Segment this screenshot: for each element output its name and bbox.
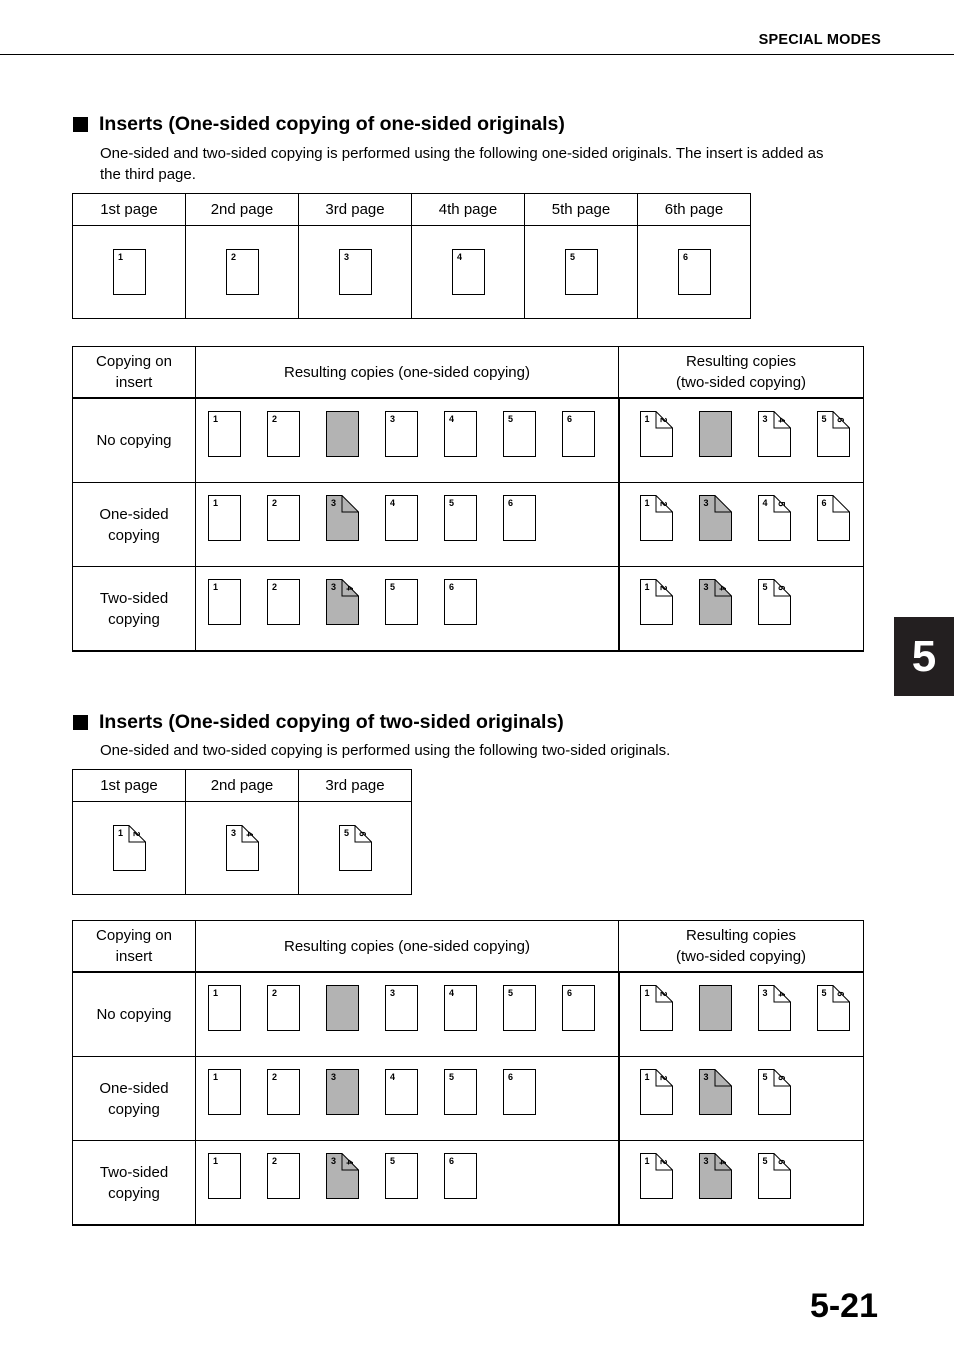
page-front-number: 1 bbox=[213, 988, 219, 998]
page-front-number: 5 bbox=[762, 582, 768, 592]
page-front-number: 1 bbox=[118, 252, 124, 262]
page-front-number: 3 bbox=[390, 988, 396, 998]
copy-page-icon bbox=[113, 249, 146, 295]
insert-page-icon bbox=[699, 411, 732, 457]
page-front-number: 3 bbox=[703, 582, 709, 592]
copy-page-icon bbox=[208, 579, 241, 625]
page-back-number: 6 bbox=[835, 417, 846, 423]
insert-page-icon bbox=[699, 985, 732, 1031]
copy-page-icon bbox=[385, 579, 418, 625]
header-line: insert bbox=[115, 948, 153, 965]
one-sided-results-header: Resulting copies (one-sided copying) bbox=[196, 347, 619, 399]
page-front-number: 2 bbox=[272, 582, 278, 592]
section1-originals-table bbox=[72, 193, 751, 319]
page-front-number: 3 bbox=[703, 1156, 709, 1166]
copy-page-icon bbox=[444, 985, 477, 1031]
row-label-line: copying bbox=[108, 1184, 160, 1202]
copy-page-icon bbox=[503, 985, 536, 1031]
copy-page-icon bbox=[208, 495, 241, 541]
page-front-number: 3 bbox=[390, 414, 396, 424]
page-front-number: 4 bbox=[390, 1072, 396, 1082]
copy-page-icon bbox=[444, 495, 477, 541]
page-front-number: 5 bbox=[449, 498, 455, 508]
page-front-number: 6 bbox=[567, 988, 573, 998]
copy-page-icon bbox=[208, 411, 241, 457]
page-front-number: 5 bbox=[390, 582, 396, 592]
copy-page-icon bbox=[208, 1069, 241, 1115]
copy-page-icon bbox=[267, 1069, 300, 1115]
copy-page-icon bbox=[758, 985, 791, 1031]
page-front-number: 5 bbox=[570, 252, 576, 262]
page-front-number: 1 bbox=[644, 582, 650, 592]
page-front-number: 6 bbox=[508, 498, 514, 508]
row-label-line: copying bbox=[108, 610, 160, 628]
header-line: insert bbox=[115, 374, 153, 391]
page-front-number: 3 bbox=[331, 1072, 337, 1082]
copy-page-icon bbox=[503, 495, 536, 541]
row-label-line: No copying bbox=[96, 432, 172, 449]
section1-desc-line2: the third page. bbox=[100, 166, 196, 183]
section2-desc-line1: One-sided and two-sided copying is performed using the following two-sided originals. bbox=[100, 742, 671, 759]
one-sided-copies-cell bbox=[196, 1057, 619, 1141]
copy-page-icon bbox=[817, 495, 850, 541]
page-back-number: 2 bbox=[658, 417, 669, 423]
page-front-number: 3 bbox=[762, 988, 768, 998]
page-front-number: 3 bbox=[762, 414, 768, 424]
page-front-number: 5 bbox=[508, 414, 514, 424]
original-page-cell bbox=[73, 802, 186, 895]
original-page-cell bbox=[186, 802, 299, 895]
results-row bbox=[73, 1141, 864, 1226]
page-front-number: 1 bbox=[213, 498, 219, 508]
page-front-number: 4 bbox=[762, 498, 768, 508]
copy-page-icon bbox=[339, 249, 372, 295]
copy-page-icon bbox=[226, 249, 259, 295]
section2-title bbox=[73, 711, 564, 734]
row-label bbox=[73, 567, 196, 652]
copy-page-icon bbox=[758, 1069, 791, 1115]
square-bullet-icon bbox=[73, 715, 88, 730]
page-back-number: 4 bbox=[717, 585, 728, 591]
results-row bbox=[73, 567, 864, 652]
page-back-number: 4 bbox=[776, 417, 787, 423]
copy-page-icon bbox=[758, 1153, 791, 1199]
copy-page-icon bbox=[339, 825, 372, 871]
page-front-number: 4 bbox=[390, 498, 396, 508]
page-front-number: 4 bbox=[449, 414, 455, 424]
copy-page-icon bbox=[385, 1153, 418, 1199]
copy-page-icon bbox=[444, 1069, 477, 1115]
section1-title bbox=[73, 113, 565, 136]
page-front-number: 5 bbox=[344, 828, 350, 838]
section2-results-table bbox=[72, 920, 864, 1226]
originals-column-header: 3rd page bbox=[299, 194, 412, 226]
page-front-number: 4 bbox=[457, 252, 463, 262]
one-sided-copies-cell bbox=[196, 483, 619, 567]
page-front-number: 2 bbox=[272, 1072, 278, 1082]
copy-page-icon bbox=[385, 1069, 418, 1115]
copy-page-icon bbox=[113, 825, 146, 871]
insert-page-icon bbox=[326, 495, 359, 541]
page-front-number: 3 bbox=[703, 1072, 709, 1082]
two-sided-copies-cell bbox=[619, 567, 864, 652]
page-front-number: 3 bbox=[231, 828, 237, 838]
page-front-number: 1 bbox=[644, 414, 650, 424]
copy-page-icon bbox=[817, 985, 850, 1031]
insert-page-icon bbox=[699, 579, 732, 625]
page-front-number: 1 bbox=[644, 988, 650, 998]
page-number: 5-21 bbox=[809, 1287, 878, 1325]
two-sided-results-header bbox=[619, 921, 864, 973]
copy-page-icon bbox=[758, 495, 791, 541]
copy-page-icon bbox=[565, 249, 598, 295]
page-back-number: 2 bbox=[131, 831, 142, 837]
page-back-number: 4 bbox=[344, 1159, 355, 1165]
copy-page-icon bbox=[267, 579, 300, 625]
page-front-number: 2 bbox=[272, 988, 278, 998]
page-front-number: 6 bbox=[449, 1156, 455, 1166]
insert-page-icon bbox=[326, 411, 359, 457]
insert-page-icon bbox=[699, 495, 732, 541]
results-row bbox=[73, 1057, 864, 1141]
page-front-number: 2 bbox=[231, 252, 237, 262]
page-header bbox=[0, 0, 954, 55]
row-label-line: copying bbox=[108, 526, 160, 544]
copy-page-icon bbox=[640, 985, 673, 1031]
original-page-cell bbox=[638, 226, 751, 319]
original-page-cell bbox=[186, 226, 299, 319]
results-row bbox=[73, 483, 864, 567]
two-sided-copies-cell bbox=[619, 483, 864, 567]
copy-page-icon bbox=[640, 495, 673, 541]
row-label-line: Two-sided bbox=[99, 589, 169, 607]
originals-column-header: 4th page bbox=[412, 194, 525, 226]
copy-page-icon bbox=[444, 1153, 477, 1199]
header-line: Copying on bbox=[96, 353, 172, 370]
page-back-number: 2 bbox=[658, 1159, 669, 1165]
page-front-number: 1 bbox=[213, 1156, 219, 1166]
copying-on-insert-header bbox=[73, 347, 196, 399]
original-page-cell bbox=[412, 226, 525, 319]
copy-page-icon bbox=[267, 495, 300, 541]
copy-page-icon bbox=[385, 495, 418, 541]
page-back-number: 2 bbox=[658, 991, 669, 997]
copy-page-icon bbox=[444, 579, 477, 625]
row-label bbox=[73, 972, 196, 1057]
copy-page-icon bbox=[503, 411, 536, 457]
page-back-number: 6 bbox=[776, 585, 787, 591]
original-page-cell bbox=[73, 226, 186, 319]
originals-column-header: 2nd page bbox=[186, 770, 299, 802]
originals-column-header: 6th page bbox=[638, 194, 751, 226]
header-title: SPECIAL MODES bbox=[758, 32, 881, 48]
page-back-number: 6 bbox=[776, 1075, 787, 1081]
page-back-number: 2 bbox=[658, 1075, 669, 1081]
copy-page-icon bbox=[226, 825, 259, 871]
originals-column-header: 3rd page bbox=[299, 770, 412, 802]
row-label bbox=[73, 483, 196, 567]
row-label-line: One-sided bbox=[99, 505, 169, 523]
page-back-number: 2 bbox=[658, 501, 669, 507]
page-front-number: 5 bbox=[449, 1072, 455, 1082]
page-back-number: 6 bbox=[835, 991, 846, 997]
page-front-number: 6 bbox=[567, 414, 573, 424]
copy-page-icon bbox=[640, 1153, 673, 1199]
section1-desc-line1: One-sided and two-sided copying is performed using the following one-sided originals. The insert is added as bbox=[100, 145, 824, 162]
page-front-number: 2 bbox=[272, 498, 278, 508]
page-front-number: 1 bbox=[644, 498, 650, 508]
section2-description bbox=[100, 740, 890, 761]
page-front-number: 2 bbox=[272, 414, 278, 424]
copy-page-icon bbox=[267, 411, 300, 457]
page-back-number: 5 bbox=[776, 501, 787, 507]
copy-page-icon bbox=[640, 1069, 673, 1115]
page-front-number: 1 bbox=[213, 582, 219, 592]
one-sided-copies-cell bbox=[196, 972, 619, 1057]
copy-page-icon bbox=[817, 411, 850, 457]
originals-column-header: 5th page bbox=[525, 194, 638, 226]
copy-page-icon bbox=[267, 985, 300, 1031]
two-sided-results-header bbox=[619, 347, 864, 399]
copy-page-icon bbox=[562, 411, 595, 457]
header-line: (two-sided copying) bbox=[675, 948, 807, 965]
copy-page-icon bbox=[640, 411, 673, 457]
insert-page-icon bbox=[326, 579, 359, 625]
page-back-number: 6 bbox=[776, 1159, 787, 1165]
results-row bbox=[73, 398, 864, 483]
original-page-cell bbox=[299, 226, 412, 319]
page-front-number: 2 bbox=[272, 1156, 278, 1166]
one-sided-results-header: Resulting copies (one-sided copying) bbox=[196, 921, 619, 973]
page-front-number: 6 bbox=[449, 582, 455, 592]
row-label-line: No copying bbox=[96, 1006, 172, 1023]
page-back-number: 4 bbox=[776, 991, 787, 997]
chapter-tab: 5 bbox=[894, 617, 954, 696]
row-label bbox=[73, 1057, 196, 1141]
section1-results-table bbox=[72, 346, 864, 652]
page-front-number: 1 bbox=[213, 1072, 219, 1082]
results-row bbox=[73, 972, 864, 1057]
copy-page-icon bbox=[452, 249, 485, 295]
page-back-number: 6 bbox=[357, 831, 368, 837]
originals-column-header: 2nd page bbox=[186, 194, 299, 226]
two-sided-copies-cell bbox=[619, 972, 864, 1057]
insert-page-icon bbox=[699, 1153, 732, 1199]
page-front-number: 1 bbox=[118, 828, 124, 838]
one-sided-copies-cell bbox=[196, 398, 619, 483]
page-front-number: 5 bbox=[390, 1156, 396, 1166]
page-back-number: 4 bbox=[344, 585, 355, 591]
copy-page-icon bbox=[562, 985, 595, 1031]
header-line: Resulting copies bbox=[685, 353, 797, 370]
copying-on-insert-header bbox=[73, 921, 196, 973]
original-page-cell bbox=[299, 802, 412, 895]
two-sided-copies-cell bbox=[619, 1057, 864, 1141]
row-label bbox=[73, 1141, 196, 1226]
page-front-number: 4 bbox=[449, 988, 455, 998]
row-label-line: copying bbox=[108, 1100, 160, 1118]
copy-page-icon bbox=[640, 579, 673, 625]
insert-page-icon bbox=[326, 985, 359, 1031]
originals-column-header: 1st page bbox=[73, 770, 186, 802]
section2-title-text: Inserts (One-sided copying of two-sided originals) bbox=[99, 711, 564, 733]
page-front-number: 5 bbox=[762, 1072, 768, 1082]
page-front-number: 1 bbox=[644, 1156, 650, 1166]
page-back-number: 2 bbox=[658, 585, 669, 591]
insert-page-icon bbox=[326, 1153, 359, 1199]
square-bullet-icon bbox=[73, 117, 88, 132]
one-sided-copies-cell bbox=[196, 567, 619, 652]
row-label bbox=[73, 398, 196, 483]
page-front-number: 1 bbox=[213, 414, 219, 424]
copy-page-icon bbox=[208, 985, 241, 1031]
page-front-number: 3 bbox=[703, 498, 709, 508]
header-line: (two-sided copying) bbox=[675, 374, 807, 391]
page-back-number: 4 bbox=[717, 1159, 728, 1165]
section2-originals-table bbox=[72, 769, 412, 895]
header-line: Resulting copies bbox=[685, 927, 797, 944]
copy-page-icon bbox=[267, 1153, 300, 1199]
page-front-number: 1 bbox=[644, 1072, 650, 1082]
page-front-number: 6 bbox=[683, 252, 689, 262]
page-front-number: 5 bbox=[821, 414, 827, 424]
row-label-line: One-sided bbox=[99, 1079, 169, 1097]
two-sided-copies-cell bbox=[619, 398, 864, 483]
copy-page-icon bbox=[208, 1153, 241, 1199]
page-front-number: 5 bbox=[508, 988, 514, 998]
header-line: Copying on bbox=[96, 927, 172, 944]
page-front-number: 3 bbox=[344, 252, 350, 262]
insert-page-icon bbox=[699, 1069, 732, 1115]
row-label-line: Two-sided bbox=[99, 1163, 169, 1181]
page-front-number: 6 bbox=[821, 498, 827, 508]
page-front-number: 5 bbox=[762, 1156, 768, 1166]
copy-page-icon bbox=[385, 985, 418, 1031]
originals-column-header: 1st page bbox=[73, 194, 186, 226]
page-front-number: 3 bbox=[331, 582, 337, 592]
copy-page-icon bbox=[444, 411, 477, 457]
copy-page-icon bbox=[678, 249, 711, 295]
page-front-number: 5 bbox=[821, 988, 827, 998]
section1-title-text: Inserts (One-sided copying of one-sided originals) bbox=[99, 113, 565, 135]
page-back-number: 4 bbox=[244, 831, 255, 837]
page-front-number: 6 bbox=[508, 1072, 514, 1082]
copy-page-icon bbox=[758, 411, 791, 457]
page-front-number: 3 bbox=[331, 498, 337, 508]
copy-page-icon bbox=[503, 1069, 536, 1115]
section1-description bbox=[100, 143, 890, 185]
insert-page-icon bbox=[326, 1069, 359, 1115]
page-front-number: 3 bbox=[331, 1156, 337, 1166]
original-page-cell bbox=[525, 226, 638, 319]
two-sided-copies-cell bbox=[619, 1141, 864, 1226]
one-sided-copies-cell bbox=[196, 1141, 619, 1226]
copy-page-icon bbox=[385, 411, 418, 457]
copy-page-icon bbox=[758, 579, 791, 625]
